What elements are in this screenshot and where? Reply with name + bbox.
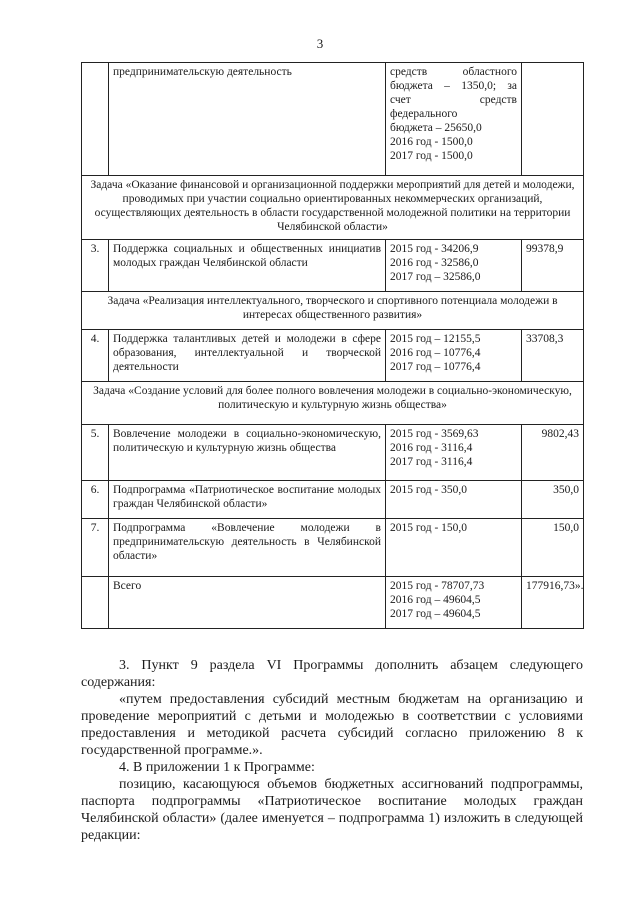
task-heading: Задача «Оказание финансовой и организационной поддержки мероприятий для детей и молодежи, проводимых при участии социально ориентированных некоммерческих организаций, осуществляющих деятельность в области государственной молодежной политики на территории Челябинской области» (82, 176, 584, 240)
row-years: 2015 год - 34206,9 2016 год - 32586,0 2017 год – 32586,0 (386, 240, 522, 292)
table-row (82, 425, 584, 481)
total-row (82, 577, 584, 629)
row-description: Поддержка талантливых детей и молодежи в сфере образования, интеллектуальной и творческой деятельности (109, 330, 386, 382)
row-number: 7. (82, 519, 109, 577)
row-number: 4. (82, 330, 109, 382)
total-cell (522, 63, 584, 176)
task-heading: Задача «Создание условий для более полного вовлечения молодежи в социально-экономическую, политическую и культурную жизнь общества» (82, 382, 584, 425)
table-row (82, 63, 584, 176)
budget-table (81, 62, 584, 629)
row-years: 2015 год - 3569,63 2016 год - 3116,4 2017 год - 3116,4 (386, 425, 522, 481)
row-years: 2015 год - 78707,73 2016 год – 49604,5 2017 год – 49604,5 (386, 577, 522, 629)
table-row (82, 330, 584, 382)
task-heading: Задача «Реализация интеллектуального, творческого и спортивного потенциала молодежи в интересах общественного развития» (82, 292, 584, 330)
row-total: 150,0 (522, 519, 584, 577)
row-total: 99378,9 (522, 240, 584, 292)
num-cell (82, 577, 109, 629)
paragraph: «путем предоставления субсидий местным бюджетам на организацию и проведение мероприятий с детьми и молодежью в соответствии с условиями предоставления и методикой расчета субсидий согласно приложению 8 к государственной программе.». (81, 692, 583, 758)
row-description: Подпрограмма «Патриотическое воспитание молодых граждан Челябинской области» (109, 481, 386, 519)
row-number: 3. (82, 240, 109, 292)
row-years: 2015 год - 350,0 (386, 481, 522, 519)
paragraph: 3. Пункт 9 раздела VI Программы дополнить абзацем следующего содержания: (81, 658, 583, 690)
funding-cell: средств областного бюджета – 1350,0; за счет средств федерального бюджета – 25650,0 2016 год - 1500,0 2017 год - 1500,0 (386, 63, 522, 176)
page-number: 3 (316, 36, 324, 51)
row-description: Подпрограмма «Вовлечение молодежи в предпринимательскую деятельность в Челябинской области» (109, 519, 386, 577)
task-row (82, 292, 584, 330)
row-years: 2015 год – 12155,5 2016 год – 10776,4 2017 год – 10776,4 (386, 330, 522, 382)
row-description: Вовлечение молодежи в социально-экономическую, политическую и культурную жизнь общества (109, 425, 386, 481)
task-row (82, 382, 584, 425)
desc-cell: предпринимательскую деятельность (109, 63, 386, 176)
row-years: 2015 год - 150,0 (386, 519, 522, 577)
table-row (82, 240, 584, 292)
task-row (82, 176, 584, 240)
total-label: Всего (109, 577, 386, 629)
row-total: 33708,3 (522, 330, 584, 382)
body-text (81, 657, 583, 844)
row-number: 5. (82, 425, 109, 481)
row-number: 6. (82, 481, 109, 519)
paragraph: позицию, касающуюся объемов бюджетных ассигнований подпрограммы, паспорта подпрограммы «Патриотическое воспитание молодых граждан Челябинской области» (далее именуется – подпрограмма 1) изложить в следующей редакции: (81, 777, 583, 843)
table-row (82, 481, 584, 519)
grand-total: 177916,73». (522, 577, 584, 629)
row-total: 9802,43 (522, 425, 584, 481)
table-row (82, 519, 584, 577)
num-cell (82, 63, 109, 176)
paragraph: 4. В приложении 1 к Программе: (119, 760, 315, 775)
row-description: Поддержка социальных и общественных инициатив молодых граждан Челябинской области (109, 240, 386, 292)
row-total: 350,0 (522, 481, 584, 519)
